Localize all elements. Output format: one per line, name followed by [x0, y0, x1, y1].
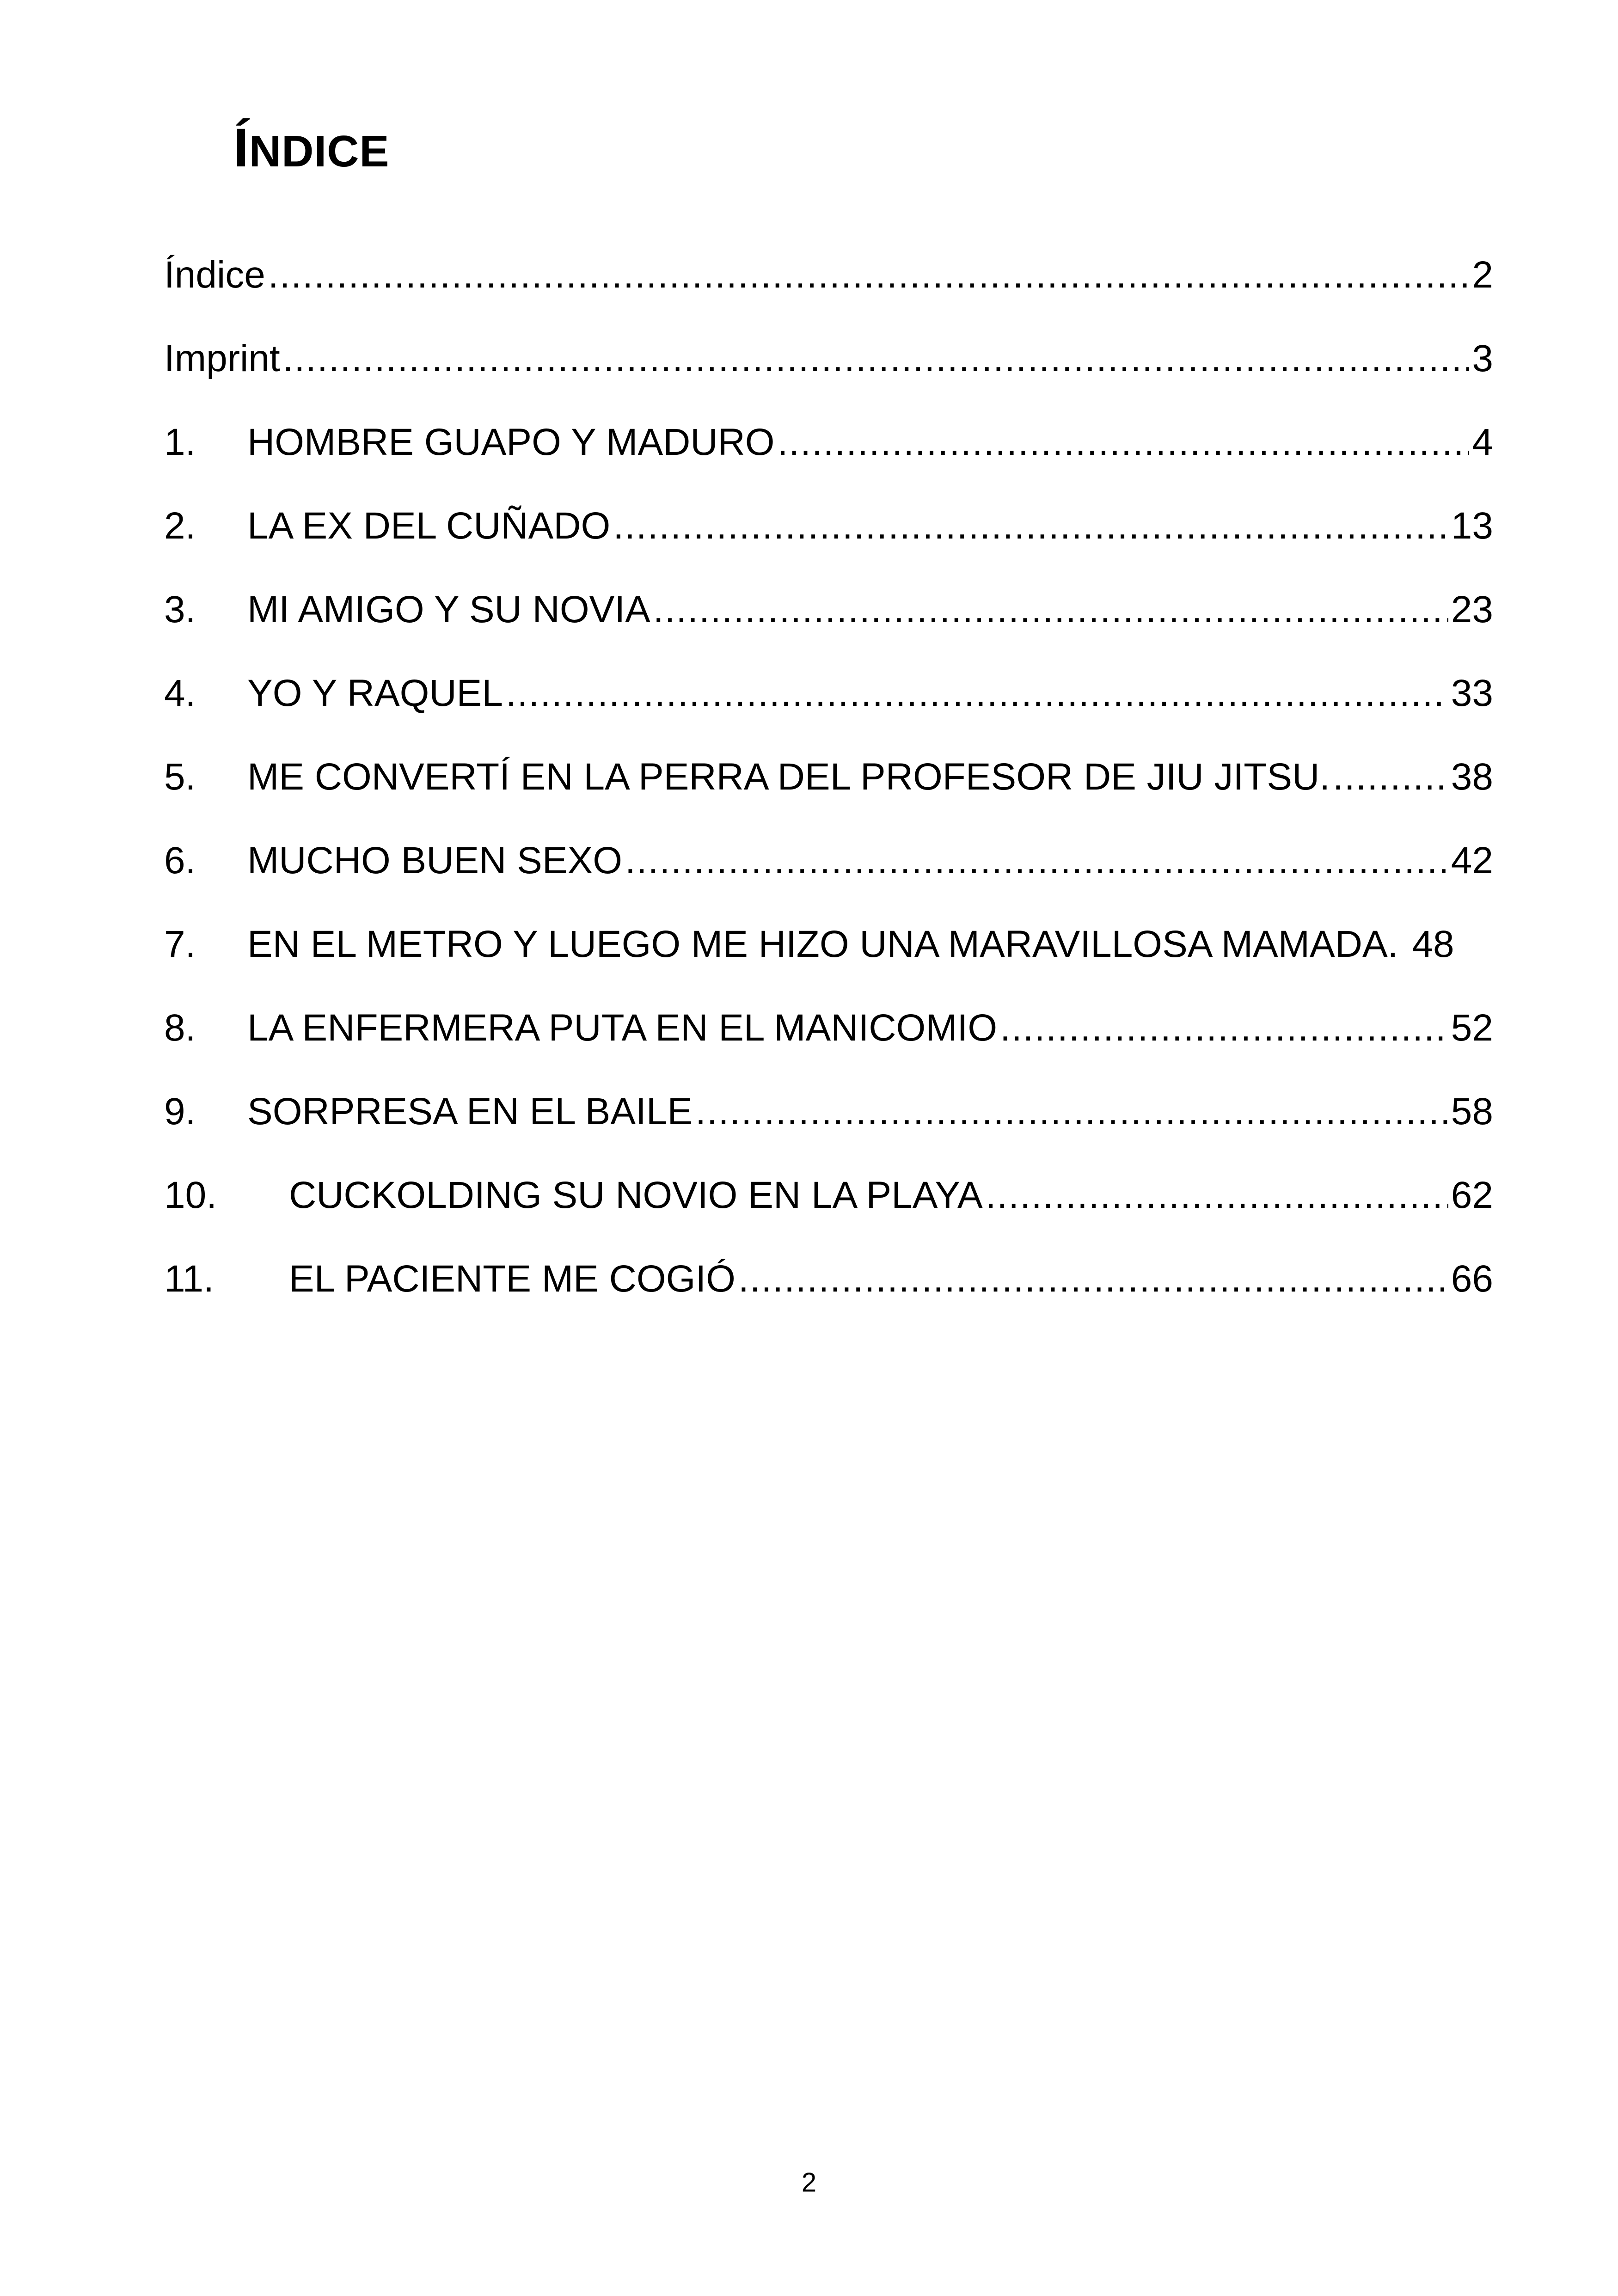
toc-entry-number: 10.: [164, 1174, 217, 1216]
toc-entry-7[interactable]: [164, 921, 1493, 1005]
toc-entry-9[interactable]: [164, 1089, 1493, 1172]
toc-dot-leader: [506, 670, 1448, 716]
toc-entry-page: 2: [1472, 254, 1493, 296]
toc-entry-number: 3.: [164, 588, 196, 631]
toc-entry-number: 2.: [164, 505, 196, 547]
toc-dot-leader: [695, 1089, 1448, 1135]
toc-entry-number: 7.: [164, 923, 196, 965]
page-title-initial: Í: [233, 117, 249, 178]
toc-entry-page: 4: [1472, 421, 1493, 463]
toc-dot-leader: [1333, 754, 1448, 800]
toc-entry-page: 23: [1451, 588, 1493, 631]
toc-entry-10[interactable]: [164, 1172, 1493, 1256]
toc-dot-leader: [613, 503, 1448, 549]
toc-entry-page: 42: [1451, 839, 1493, 882]
toc-entry-number: 9.: [164, 1090, 196, 1133]
toc-dot-leader: [625, 838, 1448, 884]
toc-entry-label: EL PACIENTE ME COGIÓ: [289, 1258, 735, 1300]
toc-dot-leader: [283, 336, 1470, 382]
toc-entry-imprint[interactable]: [164, 336, 1493, 419]
toc-entry-page: 62: [1451, 1174, 1493, 1216]
toc-entry-4[interactable]: [164, 670, 1493, 754]
toc-entry-page: 58: [1451, 1090, 1493, 1133]
toc-entry-3[interactable]: [164, 587, 1493, 670]
toc-entry-5[interactable]: [164, 754, 1493, 838]
toc-entry-label: MI AMIGO Y SU NOVIA: [247, 588, 650, 631]
toc-entry-page: 3: [1472, 337, 1493, 380]
toc-entry-page: 52: [1451, 1007, 1493, 1049]
toc-entry-6[interactable]: [164, 838, 1493, 921]
table-of-contents: [164, 252, 1493, 1340]
toc-entry-indice[interactable]: [164, 252, 1493, 336]
toc-dot-leader: [738, 1256, 1448, 1302]
toc-dot-leader: [986, 1172, 1448, 1218]
toc-entry-label: EN EL METRO Y LUEGO ME HIZO UNA MARAVILLOSA MAMADA.: [247, 923, 1398, 965]
toc-dot-leader: [1000, 1005, 1448, 1051]
toc-entry-number: 11.: [164, 1258, 214, 1300]
toc-entry-label: CUCKOLDING SU NOVIO EN LA PLAYA: [289, 1174, 983, 1216]
toc-entry-page: 33: [1451, 672, 1493, 714]
toc-entry-number: 8.: [164, 1007, 196, 1049]
toc-dot-leader: [778, 419, 1470, 465]
toc-entry-2[interactable]: [164, 503, 1493, 587]
toc-dot-leader: [653, 587, 1448, 633]
toc-entry-number: 5.: [164, 756, 196, 798]
toc-entry-label: Imprint: [164, 337, 280, 380]
toc-entry-label: Índice: [164, 254, 265, 296]
toc-entry-label: SORPRESA EN EL BAILE: [247, 1090, 693, 1133]
toc-entry-8[interactable]: [164, 1005, 1493, 1089]
toc-entry-number: 1.: [164, 421, 196, 463]
page-number-footer: 2: [801, 2167, 817, 2198]
toc-entry-label: YO Y RAQUEL: [247, 672, 503, 714]
page-title-rest: NDICE: [249, 127, 390, 176]
toc-entry-number: 6.: [164, 839, 196, 882]
toc-entry-label: HOMBRE GUAPO Y MADURO: [247, 421, 775, 463]
toc-entry-page: 66: [1451, 1258, 1493, 1300]
toc-dot-leader: [268, 252, 1470, 298]
toc-entry-1[interactable]: [164, 419, 1493, 503]
toc-entry-label: LA ENFERMERA PUTA EN EL MANICOMIO: [247, 1007, 998, 1049]
toc-entry-page: 13: [1451, 505, 1493, 547]
toc-entry-page: 48: [1412, 923, 1454, 965]
toc-entry-label: LA EX DEL CUÑADO: [247, 505, 611, 547]
page-title: [233, 116, 389, 181]
toc-entry-number: 4.: [164, 672, 196, 714]
toc-entry-page: 38: [1451, 756, 1493, 798]
toc-entry-label: MUCHO BUEN SEXO: [247, 839, 622, 882]
toc-entry-label: ME CONVERTÍ EN LA PERRA DEL PROFESOR DE JIU JITSU.: [247, 756, 1330, 798]
toc-entry-11[interactable]: [164, 1256, 1493, 1340]
